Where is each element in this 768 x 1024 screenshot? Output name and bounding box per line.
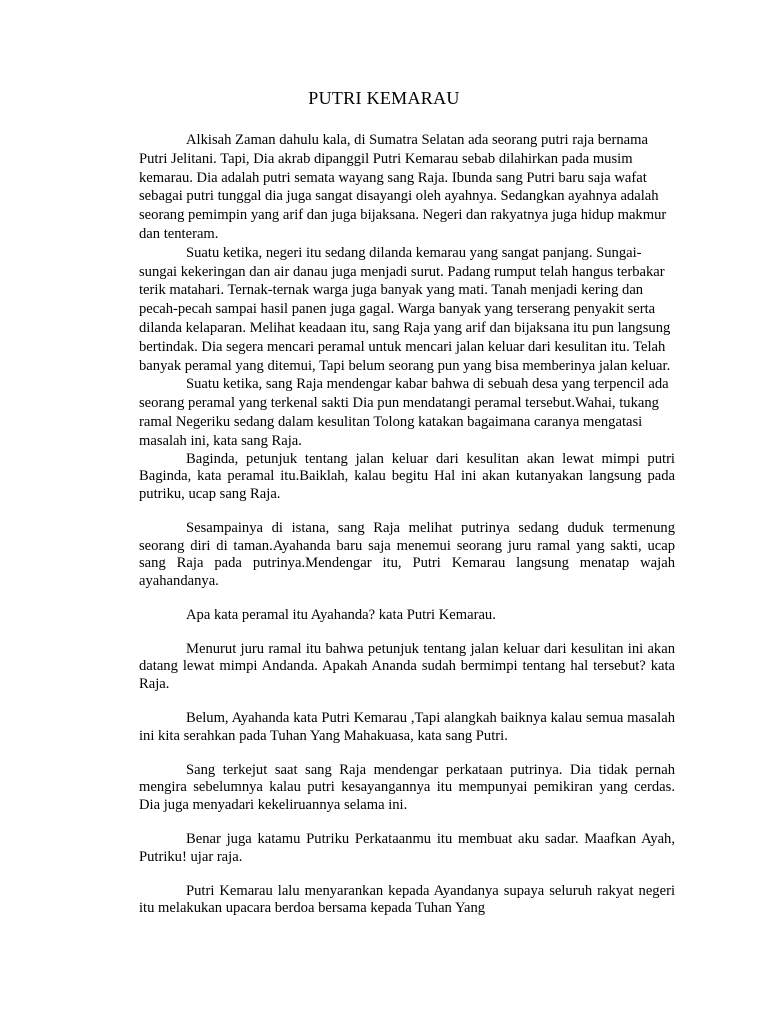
document-body xyxy=(139,131,675,918)
paragraph: Baginda, petunjuk tentang jalan keluar dari kesulitan akan lewat mimpi putri Baginda, kata peramal itu.Baiklah, kalau begitu Hal ini akan kutanyakan langsung pada putriku, ucap sang Raja. xyxy=(139,450,675,502)
paragraph: Alkisah Zaman dahulu kala, di Sumatra Selatan ada seorang putri raja bernama Putri Jelitani. Tapi, Dia akrab dipanggil Putri Kemarau sebab dilahirkan pada musim kemarau. Dia adalah putri semata wayang sang Raja. Ibunda sang Putri baru saja wafat sebagai putri tunggal dia juga sangat disayangi oleh ayahnya. Sedangkan ayahnya adalah seorang pemimpin yang arif dan juga bijaksana. Negeri dan rakyatnya juga hidup makmur dan tenteram. xyxy=(139,132,667,242)
paragraph: Belum, Ayahanda kata Putri Kemarau ,Tapi alangkah baiknya kalau semua masalah ini kita serahkan pada Tuhan Yang Mahakuasa, kata sang Putri. xyxy=(139,710,675,744)
paragraph: Putri Kemarau lalu menyarankan kepada Ayandanya supaya seluruh rakyat negeri itu melakukan upacara berdoa bersama kepada Tuhan Yang xyxy=(139,882,675,917)
paragraph: Benar juga katamu Putriku Perkataanmu itu membuat aku sadar. Maafkan Ayah, Putriku! ujar raja. xyxy=(139,830,675,865)
paragraph: Apa kata peramal itu Ayahanda? kata Putri Kemarau. xyxy=(186,606,496,623)
paragraph: Menurut juru ramal itu bahwa petunjuk tentang jalan keluar dari kesulitan ini akan datang lewat mimpi Andanda. Apakah Ananda sudah bermimpi tentang hal tersebut? kata Raja. xyxy=(139,640,675,693)
paragraph: Suatu ketika, negeri itu sedang dilanda kemarau yang sangat panjang. Sungai-sungai kekeringan dan air danau juga menjadi surut. Padang rumput telah hangus terbakar terik matahari. Ternak-ternak warga juga banyak yang mati. Tanah menjadi kering dan pecah-pecah sampai hasil panen juga gagal. Warga banyak yang terserang penyakit serta dilanda kelaparan. Melihat keadaan itu, sang Raja yang arif dan bijaksana itu pun langsung bertindak. Dia segera mencari peramal untuk mencari jalan keluar dari kesulitan itu. Telah banyak peramal yang ditemui, Tapi belum seorang pun yang bisa memberinya jalan keluar. xyxy=(139,244,671,374)
paragraph: Sang terkejut saat sang Raja mendengar perkataan putrinya. Dia tidak pernah mengira sebelumnya kalau putri kesayangannya itu mempunyai pemikiran yang cerdas. Dia juga menyadari kekeliruannya selama ini. xyxy=(139,761,675,814)
paragraph: Suatu ketika, sang Raja mendengar kabar bahwa di sebuah desa yang terpencil ada seorang peramal yang terkenal sakti Dia pun mendatangi peramal tersebut.Wahai, tukang ramal Negeriku sedang dalam kesulitan Tolong katakan bagaimana caranya mengatasi masalah ini, kata sang Raja. xyxy=(139,376,669,449)
document-title: PUTRI KEMARAU xyxy=(308,88,460,108)
paragraph: Sesampainya di istana, sang Raja melihat putrinya sedang duduk termenung seorang diri di taman.Ayahanda baru saja menemui seorang juru ramal yang sakti, ucap sang Raja pada putrinya.Mendengar itu, Putri Kemarau langsung menatap wajah ayahandanya. xyxy=(139,519,675,589)
